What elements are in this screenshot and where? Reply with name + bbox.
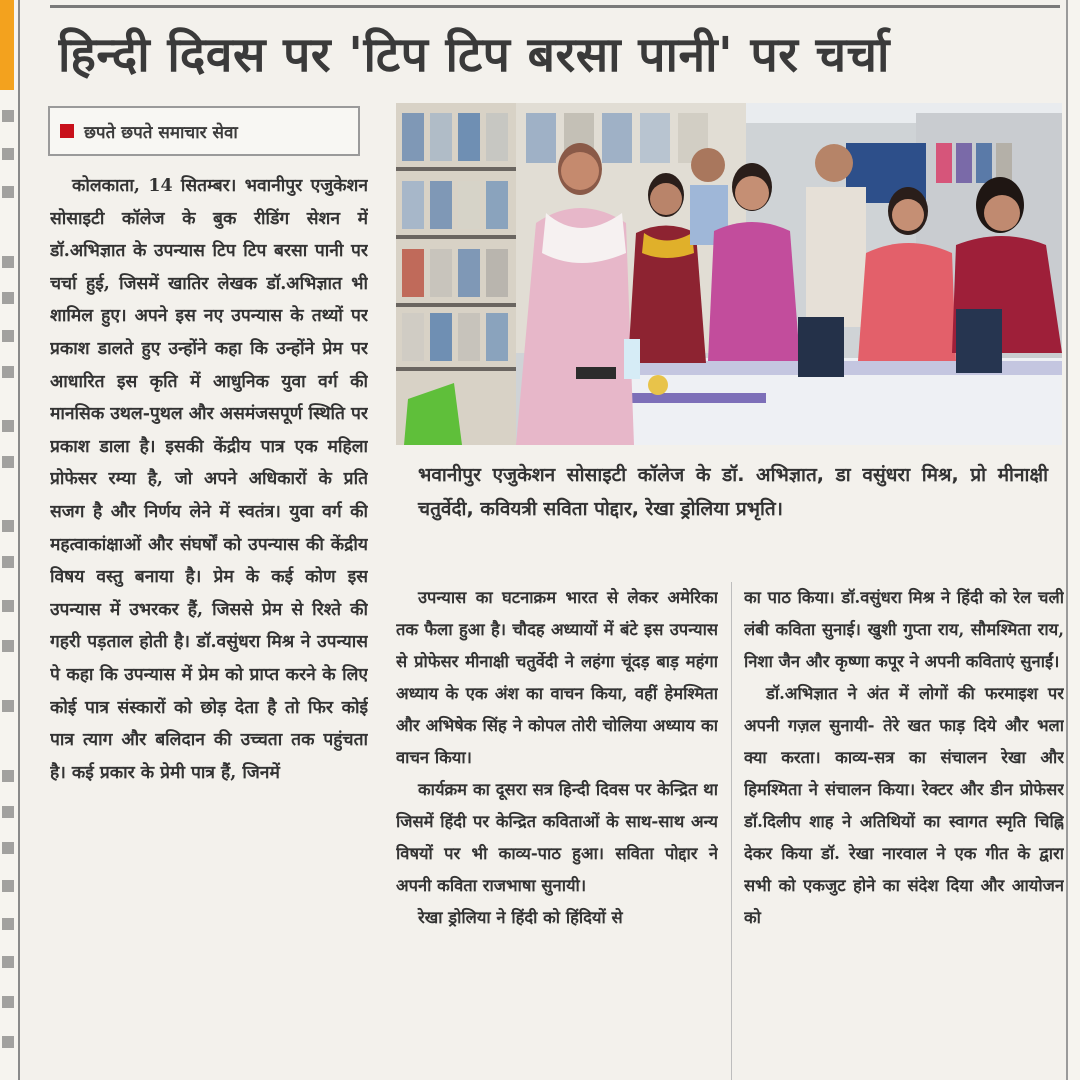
left-text-fragment	[2, 256, 14, 268]
left-text-fragment	[2, 110, 14, 122]
left-text-fragment	[2, 918, 14, 930]
byline-text: छपते छपते समाचार सेवा	[84, 122, 238, 143]
middle-paragraph: कार्यक्रम का दूसरा सत्र हिन्दी दिवस पर केन्द्रित था जिसमें हिंदी पर केन्द्रित कविताओं के साथ-साथ अन्य विषयों पर भी काव्य-पाठ हुआ। सविता पोद्दार ने अपनी कविता राजभाषा सुनायी।	[396, 780, 718, 895]
left-text-fragment	[2, 366, 14, 378]
middle-paragraph: रेखा ड्रोलिया ने हिंदी को हिंदियों से	[418, 908, 623, 927]
left-text-fragment	[2, 806, 14, 818]
left-text-fragment	[2, 1036, 14, 1048]
top-rule	[50, 5, 1060, 8]
left-text-fragment	[2, 842, 14, 854]
left-text-fragment	[2, 640, 14, 652]
right-paragraph: डॉ.अभिज्ञात ने अंत में लोगों की फरमाइश पर अपनी गज़ल सुनायी- तेरे खत फाड़ दिये और भला क्या करता। काव्य-सत्र का संचालन रेखा और हिमश्मिता ने संचालन किया। रेक्टर और डीन प्रोफेसर डॉ.दिलीप शाह ने अतिथियों का स्वागत स्मृति चिह्नि देकर किया डॉ. रेखा नारवाल ने एक गीत के द्वारा सभी को एकजुट होने का संदेश दिया और आयोजन को	[744, 684, 1064, 927]
left-text-fragment	[2, 186, 14, 198]
middle-column	[396, 582, 718, 1080]
left-text-fragment	[2, 956, 14, 968]
left-text-fragment	[2, 330, 14, 342]
middle-paragraph: उपन्यास का घटनाक्रम भारत से लेकर अमेरिका तक फैला हुआ है। चौदह अध्यायों में बंटे इस उपन्यास से प्रोफेसर मीनाक्षी चतुर्वेदी ने लहंगा चूंदड़ बाड़ महंगा अध्याय के एक अंश का वाचन किया, वहीं हेमश्मिता और अभिषेक सिंह ने कोपल तोरी चोलिया अध्याय का वाचन किया।	[396, 588, 718, 767]
byline-box	[48, 106, 360, 156]
group-photo-icon	[396, 103, 1062, 445]
right-column	[744, 582, 1064, 1080]
adjacent-page-strip-left	[0, 0, 20, 1080]
byline-red-square-icon	[60, 124, 74, 138]
column-divider	[731, 582, 732, 1080]
left-text-fragment	[2, 292, 14, 304]
left-color-tab	[0, 0, 14, 90]
left-text-fragment	[2, 600, 14, 612]
left-column	[50, 170, 368, 1080]
left-text-fragment	[2, 420, 14, 432]
left-text-fragment	[2, 700, 14, 712]
left-text-fragment	[2, 520, 14, 532]
left-text-fragment	[2, 996, 14, 1008]
left-text-fragment	[2, 148, 14, 160]
left-text-fragment	[2, 456, 14, 468]
left-text-fragment	[2, 770, 14, 782]
headline: हिन्दी दिवस पर 'टिप टिप बरसा पानी' पर चर्चा	[58, 27, 890, 83]
left-paragraph: कोलकाता, 14 सितम्बर। भवानीपुर एजुकेशन सोसाइटी कॉलेज के बुक रीडिंग सेशन में डॉ.अभिज्ञात के उपन्यास टिप टिप बरसा पानी पर चर्चा हुई, जिसमें खातिर लेखक डॉ.अभिज्ञात भी शामिल हुए। अपने इस नए उपन्यास के तथ्यों पर प्रकाश डालते हुए उन्होंने कहा कि उन्होंने प्रेम पर आधारित इस कृति में आधुनिक युवा वर्ग की मानसिक उथल-पुथल और असमंजसपूर्ण स्थिति पर प्रकाश डाला है। इसकी केंद्रीय पात्र एक महिला प्रोफेसर रम्या है, जो अपने अधिकारों के प्रति सजग है और निर्णय लेने में स्वतंत्र। युवा वर्ग की महत्वाकांक्षाओं और संघर्षों को उपन्यास की केंद्रीय विषय वस्तु बनाया है। प्रेम के कई कोण इस उपन्यास में उभरकर हैं, जिससे प्रेम से रिश्ते की गहरी पड़ताल होती है। डॉ.वसुंधरा मिश्र ने उपन्यास पे कहा कि उपन्यास में प्रेम को प्राप्त करने के लिए कोई पात्र संस्कारों को छोड़ देता है तो फिर कोई पात्र त्याग और बलिदान की उच्चता तक पहुंचता है। कई प्रकार के प्रेमी पात्र हैं, जिनमें	[50, 176, 368, 783]
left-text-fragment	[2, 556, 14, 568]
left-text-fragment	[2, 880, 14, 892]
right-paragraph: का पाठ किया। डॉ.वसुंधरा मिश्र ने हिंदी को रेल चली लंबी कविता सुनाई। खुशी गुप्ता राय, सौमश्मिता राय, निशा जैन और कृष्णा कपूर ने अपनी कविताएं सुनाईं।	[744, 588, 1064, 671]
photo-illustration	[396, 103, 1062, 445]
photo-caption: भवानीपुर एजुकेशन सोसाइटी कॉलेज के डॉ. अभिज्ञात, डा वसुंधरा मिश्र, प्रो मीनाक्षी चतुर्वेदी, कवियत्री सविता पोद्दार, रेखा ड्रोलिया प्रभृति।	[418, 464, 1048, 520]
adjacent-page-strip-right	[1066, 0, 1080, 1080]
